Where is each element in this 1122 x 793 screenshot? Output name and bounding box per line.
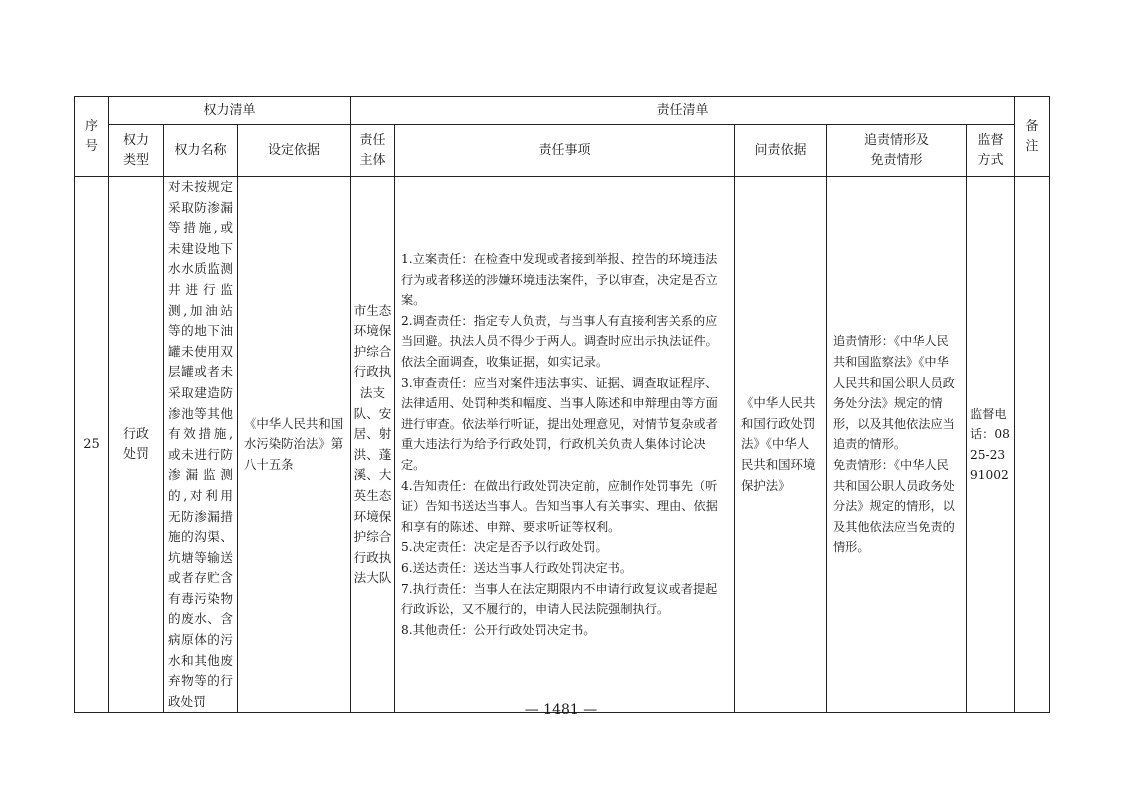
header-items: 责任事项 bbox=[395, 125, 735, 177]
header-pursuit-label: 追责情形及免责情形 bbox=[863, 132, 929, 168]
header-accountability-basis: 问责依据 bbox=[735, 125, 827, 177]
pursuit-exemption: 免责情形：《中华人民共和国公职人员政务处分法》规定的情形，以及其他依法应当免责的情形。 bbox=[833, 458, 955, 555]
row-items bbox=[395, 177, 735, 713]
header-power-type bbox=[109, 125, 164, 177]
header-power-list: 权力清单 bbox=[109, 97, 351, 125]
row-remarks bbox=[1015, 177, 1050, 713]
header-seq bbox=[75, 97, 109, 177]
power-responsibility-table bbox=[74, 96, 1050, 713]
header-supervision-label: 监督方式 bbox=[977, 132, 1004, 168]
row-accountability-basis: 《中华人民共和国行政处罚法》《中华人民共和国环境保护法》 bbox=[735, 177, 827, 713]
row-power-type bbox=[109, 177, 164, 713]
item-notification: 4.告知责任：在做出行政处罚决定前，应制作处罚事先（听证）告知书送达当事人。告知当事人有关事实、理由、依据和享有的陈述、申辩、要求听证等权利。 bbox=[401, 478, 718, 534]
header-subject bbox=[351, 125, 395, 177]
pursuit-accountability: 追责情形：《中华人民共和国监察法》《中华人民共和国公职人员政务处分法》规定的情形，以及其他依法应当追责的情形。 bbox=[833, 334, 955, 452]
page-number: — 1481 — bbox=[524, 702, 598, 718]
item-investigation: 2.调查责任：指定专人负责，与当事人有直接利害关系的应当回避。执法人员不得少于两人。调查时应出示执法证件。依法全面调查，收集证据，如实记录。 bbox=[401, 313, 718, 370]
row-power-name: 对未按规定采取防渗漏等措施,或未建设地下水水质监测井进行监测,加油站等的地下油罐未使用双层罐或者未采取建造防渗池等其他有效措施,或未进行防渗漏监测的,对利用无防渗漏措施的沟渠、坑塘等输送或者存贮含有毒污染物的废水、含病原体的污水和其他废弃物等的行政处罚 bbox=[164, 177, 238, 713]
header-remarks bbox=[1015, 97, 1050, 177]
item-other: 8.其他责任：公开行政处罚决定书。 bbox=[401, 622, 596, 637]
header-remarks-label: 备注 bbox=[1025, 118, 1039, 154]
row-seq: 25 bbox=[75, 177, 109, 713]
row-pursuit bbox=[827, 177, 967, 713]
header-power-type-label: 权力类型 bbox=[122, 132, 149, 168]
header-subject-label: 责任主体 bbox=[359, 132, 386, 168]
item-delivery: 6.送达责任：送达当事人行政处罚决定书。 bbox=[401, 560, 633, 575]
item-execution: 7.执行责任：当事人在法定期限内不申请行政复议或者提起行政诉讼，又不履行的，申请人民法院强制执行。 bbox=[401, 581, 718, 617]
row-power-type-text: 行政处罚 bbox=[122, 426, 149, 462]
row-basis: 《中华人民共和国水污染防治法》第八十五条 bbox=[238, 177, 351, 713]
item-case-filing: 1.立案责任：在检查中发现或者接到举报、控告的环境违法行为或者移送的涉嫌环境违法案件，予以审查，决定是否立案。 bbox=[401, 252, 718, 308]
header-basis: 设定依据 bbox=[238, 125, 351, 177]
row-supervision: 监督电话：0825-2391002 bbox=[967, 177, 1015, 713]
header-supervision bbox=[967, 125, 1015, 177]
item-review: 3.审查责任：应当对案件违法事实、证据、调查取证程序、法律适用、处罚种类和幅度、当事人陈述和申辩理由等方面进行审查。依法举行听证，提出处理意见，对情节复杂或者重大违法行为给予行政处罚，行政机关负责人集体讨论决定。 bbox=[401, 375, 718, 473]
header-power-name: 权力名称 bbox=[164, 125, 238, 177]
item-decision: 5.决定责任：决定是否予以行政处罚。 bbox=[401, 540, 608, 555]
row-subject: 市生态环境保护综合行政执法支队、安居、射洪、蓬溪、大英生态环境保护综合行政执法大队 bbox=[351, 177, 395, 713]
header-pursuit bbox=[827, 125, 967, 177]
header-seq-label: 序号 bbox=[84, 118, 98, 154]
header-responsibility-list: 责任清单 bbox=[351, 97, 1015, 125]
